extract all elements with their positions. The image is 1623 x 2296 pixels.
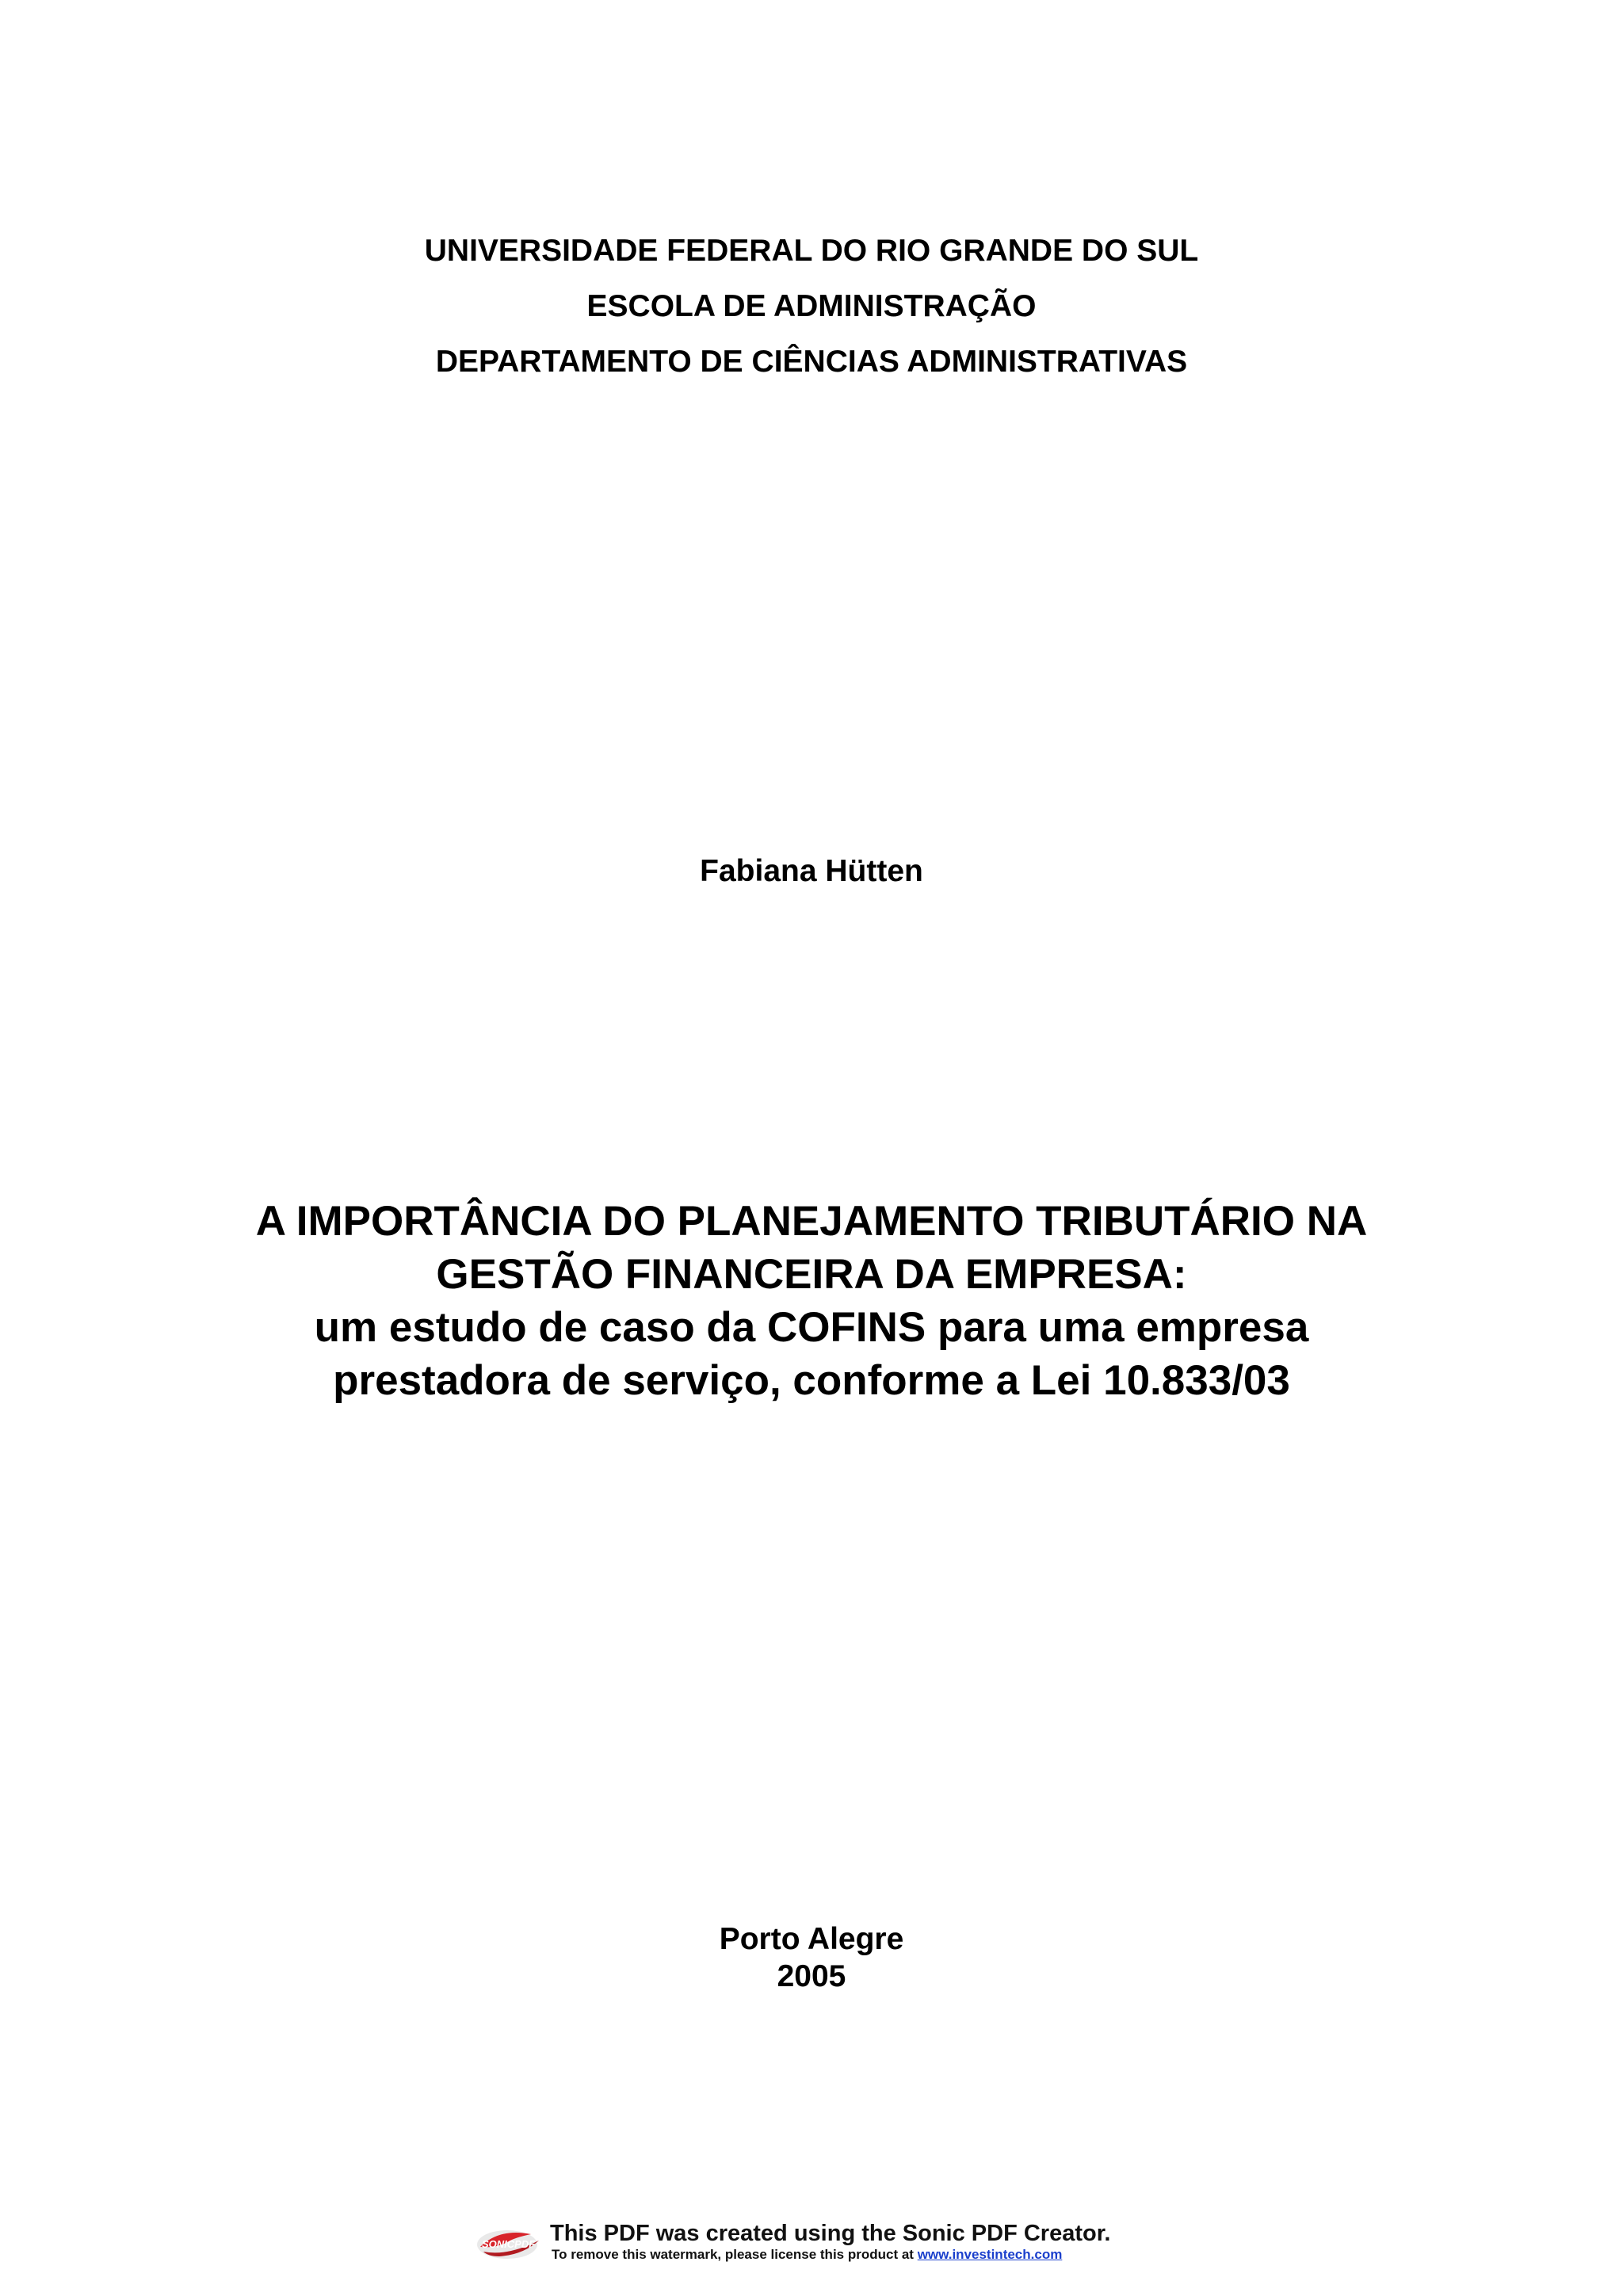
- city: Porto Alegre: [719, 1922, 904, 1956]
- school-name: ESCOLA DE ADMINISTRAÇÃO: [586, 289, 1037, 323]
- place-date: [0, 1920, 1623, 1995]
- watermark-line-2: [552, 2247, 1062, 2263]
- svg-text:SONICPDF: SONICPDF: [482, 2238, 536, 2250]
- title-line-3: um estudo de caso da COFINS para uma empresa: [314, 1304, 1309, 1351]
- institution-header: [0, 223, 1623, 390]
- department-name: DEPARTAMENTO DE CIÊNCIAS ADMINISTRATIVAS: [435, 345, 1188, 379]
- title-line-2: GESTÃO FINANCEIRA DA EMPRESA:: [436, 1251, 1187, 1298]
- author-name: Fabiana Hütten: [700, 854, 923, 888]
- title-line-1: A IMPORTÂNCIA DO PLANEJAMENTO TRIBUTÁRIO NA: [255, 1198, 1368, 1245]
- watermark-line-2-text: To remove this watermark, please license this product at: [552, 2247, 918, 2262]
- watermark-link[interactable]: www.investintech.com: [917, 2247, 1063, 2262]
- title-line-4: prestadora de serviço, conforme a Lei 10.833/03: [333, 1357, 1290, 1404]
- document-title: [0, 1195, 1623, 1407]
- pdf-watermark: [475, 2220, 1157, 2267]
- sonic-pdf-logo-icon: [475, 2223, 545, 2263]
- university-name: UNIVERSIDADE FEDERAL DO RIO GRANDE DO SUL: [424, 234, 1199, 268]
- year: 2005: [777, 1959, 846, 1993]
- watermark-line-1: This PDF was created using the Sonic PDF Creator.: [550, 2221, 1111, 2246]
